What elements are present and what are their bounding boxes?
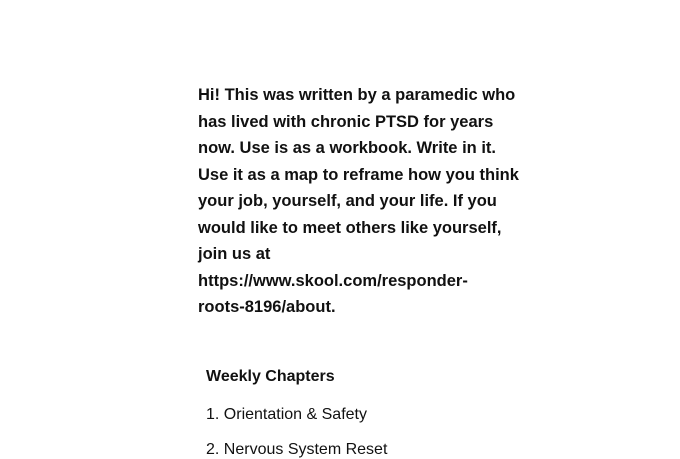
intro-paragraph — [198, 82, 543, 321]
intro-line: join us at — [198, 245, 271, 263]
chapter-item-nervous-system-reset: 2. Nervous System Reset — [206, 441, 388, 458]
intro-line[interactable]: https://www.skool.com/responder- — [198, 271, 468, 290]
intro-line: Use it as a map to reframe how you think — [198, 165, 519, 184]
intro-line: your job, yourself, and your life. If you — [198, 192, 497, 210]
intro-line: would like to meet others like yourself, — [198, 218, 502, 237]
intro-line: Hi! This was written by a paramedic who — [198, 86, 516, 104]
intro-line[interactable]: roots-8196/about. — [198, 298, 336, 316]
chapter-item-orientation-safety: 1. Orientation & Safety — [206, 406, 367, 423]
weekly-chapters-section — [206, 364, 506, 459]
intro-line: has lived with chronic PTSD for years — [198, 112, 494, 131]
intro-line: now. Use is as a workbook. Write in it. — [198, 139, 496, 157]
weekly-chapters-heading: Weekly Chapters — [206, 368, 335, 385]
chapter-list — [206, 405, 506, 459]
